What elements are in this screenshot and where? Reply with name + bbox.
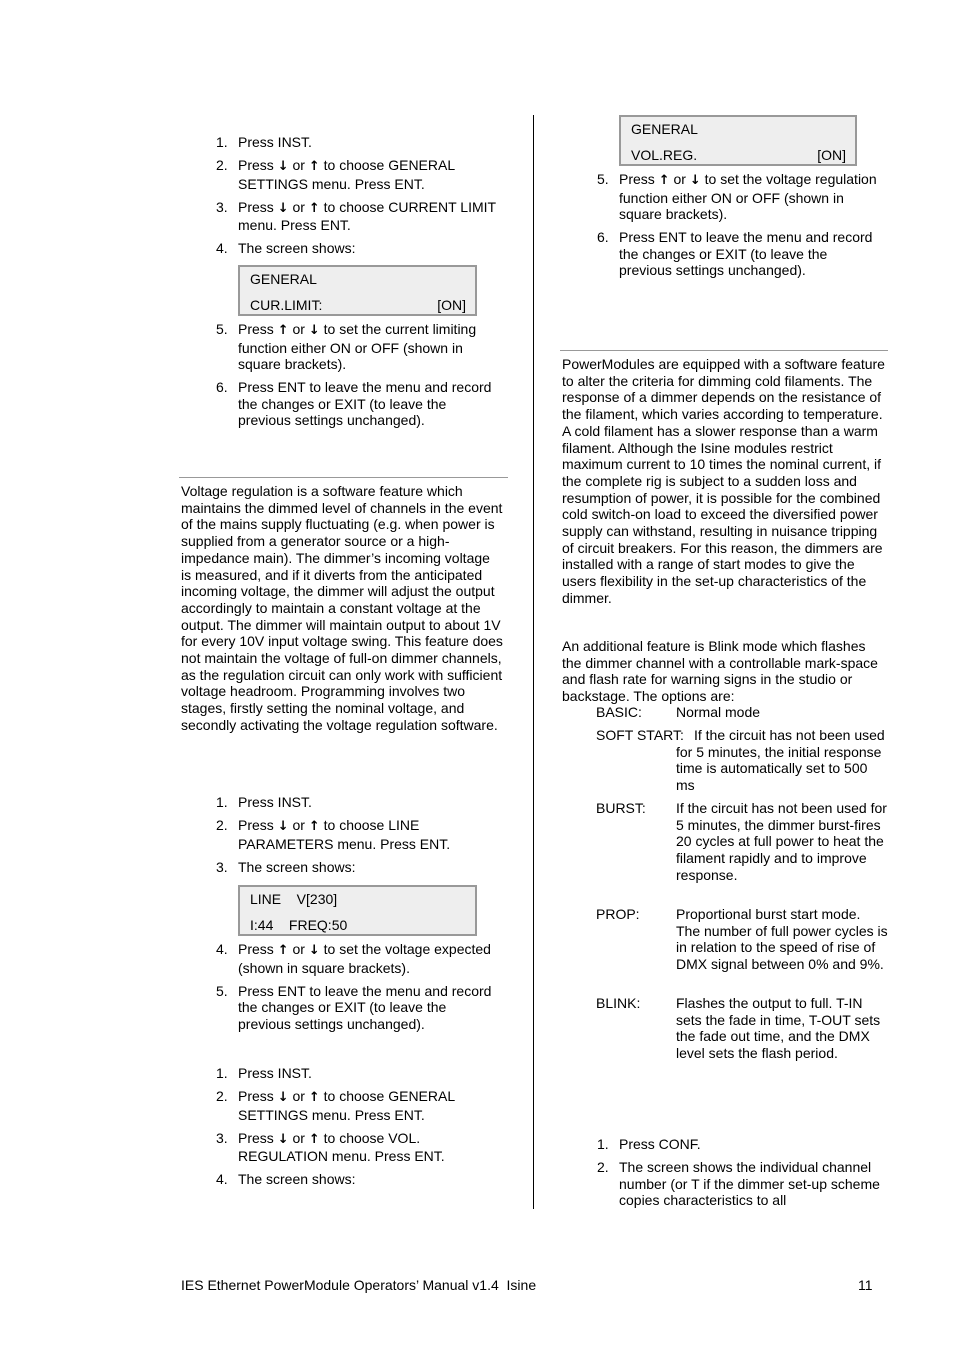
list-item: 3. Press ↓ or ↑ to choose VOL. REGULATION menu. Press ENT.: [216, 1129, 445, 1165]
lcd-line-1: LINE V[230]: [250, 891, 338, 907]
option-key: PROP:: [596, 906, 640, 922]
list-item: 3. Press ↓ or ↑ to choose CURRENT LIMIT menu. Press ENT.: [216, 198, 496, 234]
lcd-line-2-label: CUR.LIMIT:: [250, 297, 323, 313]
lcd-line-1: GENERAL: [250, 271, 317, 287]
blink-mode-paragraph: An additional feature is Blink mode which flashes the dimmer channel with a controllable mark-space and flash rate for warning signs in the studio or backstage. The options are:: [562, 638, 878, 705]
arrow-up-icon: ↑: [308, 1131, 320, 1147]
arrow-up-icon: ↑: [658, 173, 670, 188]
list-item: 1. Press CONF.: [597, 1136, 701, 1152]
arrow-up-icon: ↑: [308, 819, 320, 835]
option-key: SOFT START:: [596, 727, 684, 743]
option-description: If the circuit has not been used for 5 minutes, the dimmer burst-fires 20 cycles at full power to heat the filament rapidly and to improve response.: [676, 800, 887, 883]
list-item: 6. Press ENT to leave the menu and record the changes or EXIT (to leave the previous settings unchanged).: [216, 379, 492, 429]
arrow-down-icon: ↓: [277, 200, 289, 216]
page-number: 11: [858, 1277, 873, 1293]
arrow-down-icon: ↓: [277, 1131, 289, 1147]
list-item: 2. Press ↓ or ↑ to choose LINE PARAMETERS menu. Press ENT.: [216, 817, 451, 852]
option-key: BURST:: [596, 800, 646, 816]
option-prop: [596, 906, 888, 973]
option-burst: [596, 800, 888, 884]
list-item: 1. Press INST.: [216, 794, 312, 810]
current-limit-steps-continued: [181, 321, 501, 436]
lcd-screen-line: [238, 885, 477, 936]
arrow-up-icon: ↑: [308, 159, 320, 175]
section-rule-start-modes: [560, 350, 888, 351]
column-divider: [533, 115, 534, 1209]
list-item: 5. Press ↑ or ↓ to set the voltage regulation function either ON or OFF (shown in square brackets).: [597, 171, 877, 223]
option-blink: [596, 995, 888, 1062]
option-key: BASIC:: [596, 704, 642, 720]
lcd-screen-current-limit: [238, 265, 477, 316]
list-item: 4. The screen shows:: [216, 1171, 356, 1188]
list-item: 4. Press ↑ or ↓ to set the voltage expected (shown in square brackets).: [216, 941, 491, 976]
option-description: Flashes the output to full. T-IN sets the fade in time, T-OUT sets the fade out time, and the DMX level sets the flash period.: [676, 995, 881, 1062]
arrow-down-icon: ↓: [277, 1090, 289, 1106]
list-item: 2. The screen shows the individual channel number (or T if the dimmer set-up scheme copies characteristics to all: [597, 1159, 880, 1209]
option-soft-start: [596, 727, 888, 794]
arrow-up-icon: ↑: [308, 1090, 320, 1106]
arrow-down-icon: ↓: [277, 159, 289, 175]
lcd-screen-vol-reg: [619, 115, 857, 166]
list-item: 5. Press ↑ or ↓ to set the current limiting function either ON or OFF (shown in square brackets).: [216, 321, 477, 373]
option-description: Normal mode: [676, 704, 761, 720]
list-item: 6. Press ENT to leave the menu and record the changes or EXIT (to leave the previous settings unchanged).: [597, 229, 873, 279]
option-description: If the circuit has not been used for 5 minutes, the initial response time is automatically set to 500 ms: [676, 727, 885, 794]
lcd-line-2-value: [ON]: [437, 297, 466, 313]
arrow-down-icon: ↓: [689, 173, 701, 188]
arrow-up-icon: ↑: [277, 943, 289, 958]
list-item: 3. The screen shows:: [216, 858, 356, 875]
arrow-up-icon: ↑: [308, 200, 320, 216]
lcd-line-1: GENERAL: [631, 121, 698, 137]
footer-title: IES Ethernet PowerModule Operators’ Manual v1.4 Isine: [181, 1277, 537, 1293]
lcd-line-2: I:44 FREQ:50: [250, 917, 348, 933]
arrow-down-icon: ↓: [308, 943, 320, 958]
list-item: 1. Press INST.: [216, 1065, 312, 1081]
section-rule-voltage: [179, 477, 508, 478]
arrow-up-icon: ↑: [277, 323, 289, 338]
lcd-line-2-value: [ON]: [817, 147, 846, 163]
vol-reg-steps-continued: [562, 171, 882, 286]
arrow-down-icon: ↓: [277, 819, 289, 835]
arrow-down-icon: ↓: [308, 323, 320, 338]
option-key: BLINK:: [596, 995, 641, 1011]
line-parameter-steps-continued: [181, 941, 501, 1039]
lcd-line-2-label: VOL.REG.: [631, 147, 698, 163]
list-item: 2. Press ↓ or ↑ to choose GENERAL SETTINGS menu. Press ENT.: [216, 1088, 455, 1123]
list-item: 5. Press ENT to leave the menu and record the changes or EXIT (to leave the previous settings unchanged).: [216, 982, 492, 1032]
current-limit-steps: [181, 134, 501, 264]
list-item: 2. Press ↓ or ↑ to choose GENERAL SETTINGS menu. Press ENT.: [216, 157, 455, 192]
option-basic: [596, 704, 888, 721]
list-item: 4. The screen shows:: [216, 240, 356, 257]
option-description: Proportional burst start mode. The number of full power cycles is in relation to the speed of rise of DMX signal between 0% and 9%.: [676, 906, 888, 973]
voltage-regulation-paragraph: Voltage regulation is a software feature which maintains the dimmed level of channels in the event of the mains supply fluctuating (e.g. when power is supplied from a generator source or a high-impedance main). The dimmer’s incoming voltage is measured, and if it diverts from the anticipated incoming voltage, the dimmer will adjust the output accordingly to maintain a constant voltage at the output. The dimmer will maintain output to about 1V for every 10V input voltage swing. This feature does not maintain the voltage of full-on dimmer channels, as the regulation circuit can only work with sufficient voltage headroom. Programming involves two stages, firstly setting the nominal voltage, and secondly activating the voltage regulation software.: [181, 483, 503, 733]
start-modes-paragraph: PowerModules are equipped with a software feature to alter the criteria for dimming cold filaments. The response of a dimmer depends on the resistance of the filament, which varies according to temperature. A cold filament has a slower response than a warm filament. Although the Isine modules restrict maximum current to 10 times the nominal current, if the complete rig is subject to a sudden loss and resumption of power, it is possible for the combined cold switch-on load to exceed the diversified power supply can withstand, resulting in nuisance tripping of circuit breakers. For this reason, the dimmers are installed with a range of start modes to give the users flexibility in the set-up characteristics of the dimmer.: [562, 356, 885, 606]
list-item: 1. Press INST.: [216, 134, 312, 150]
line-parameter-steps: [181, 794, 501, 882]
conf-steps: [562, 1136, 882, 1215]
vol-reg-steps: [181, 1065, 501, 1195]
